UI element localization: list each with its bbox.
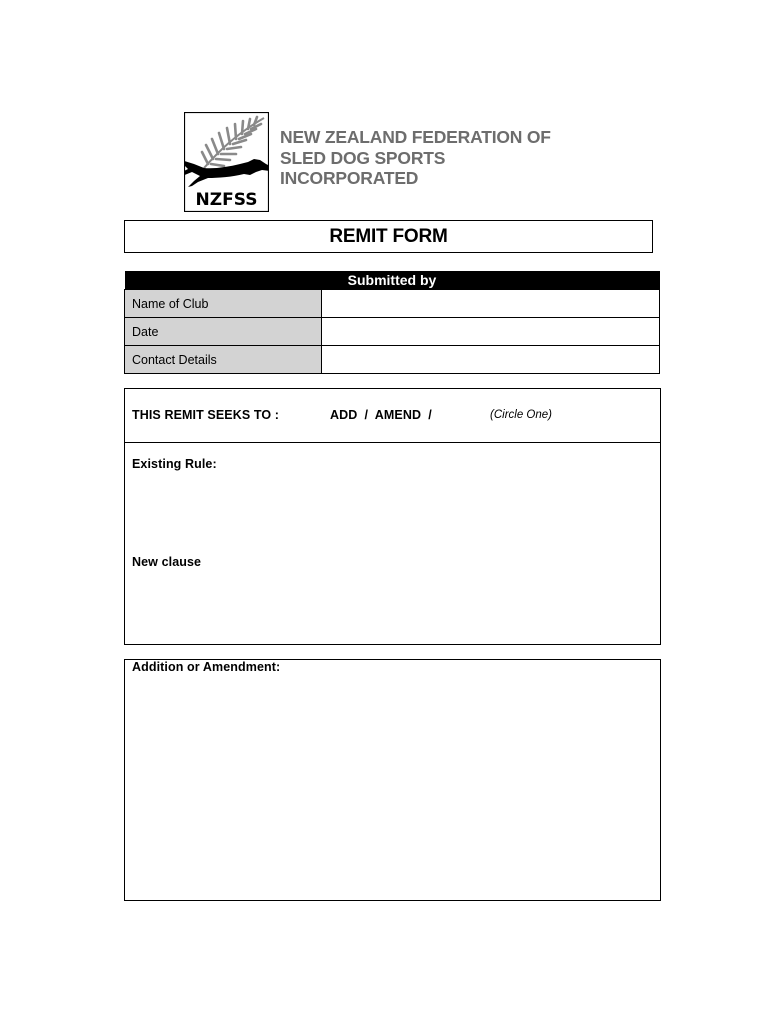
org-name-line-2: SLED DOG SPORTS xyxy=(280,147,446,168)
circle-one-hint: (Circle One) xyxy=(490,409,552,421)
submitted-by-header: Submitted by xyxy=(125,271,660,290)
remit-divider xyxy=(124,442,661,443)
org-name-line-1: NEW ZEALAND FEDERATION OF xyxy=(280,127,551,147)
remit-section xyxy=(124,388,661,645)
remit-seeks-label: THIS REMIT SEEKS TO : xyxy=(132,408,280,422)
new-clause-label: New clause xyxy=(132,555,202,569)
form-title-box xyxy=(124,220,653,253)
organization-name xyxy=(280,127,600,189)
form-title: REMIT FORM xyxy=(329,225,448,247)
table-row xyxy=(125,290,660,318)
club-name-label: Name of Club xyxy=(125,290,322,318)
contact-details-label: Contact Details xyxy=(125,346,322,374)
submitted-by-table xyxy=(124,271,660,374)
org-name-line-3: INCORPORATED xyxy=(280,168,419,188)
date-label: Date xyxy=(125,318,322,346)
addition-amendment-label: Addition or Amendment: xyxy=(132,660,281,674)
add-amend-options[interactable]: ADD / AMEND / xyxy=(330,408,432,422)
date-field[interactable] xyxy=(322,318,660,346)
table-row xyxy=(125,346,660,374)
addition-amendment-field[interactable] xyxy=(124,659,661,901)
table-row xyxy=(125,318,660,346)
contact-details-field[interactable] xyxy=(322,346,660,374)
club-name-field[interactable] xyxy=(322,290,660,318)
existing-rule-label: Existing Rule: xyxy=(132,457,217,471)
logo-acronym: NZFSS xyxy=(195,190,258,210)
nzfss-logo xyxy=(184,112,269,212)
